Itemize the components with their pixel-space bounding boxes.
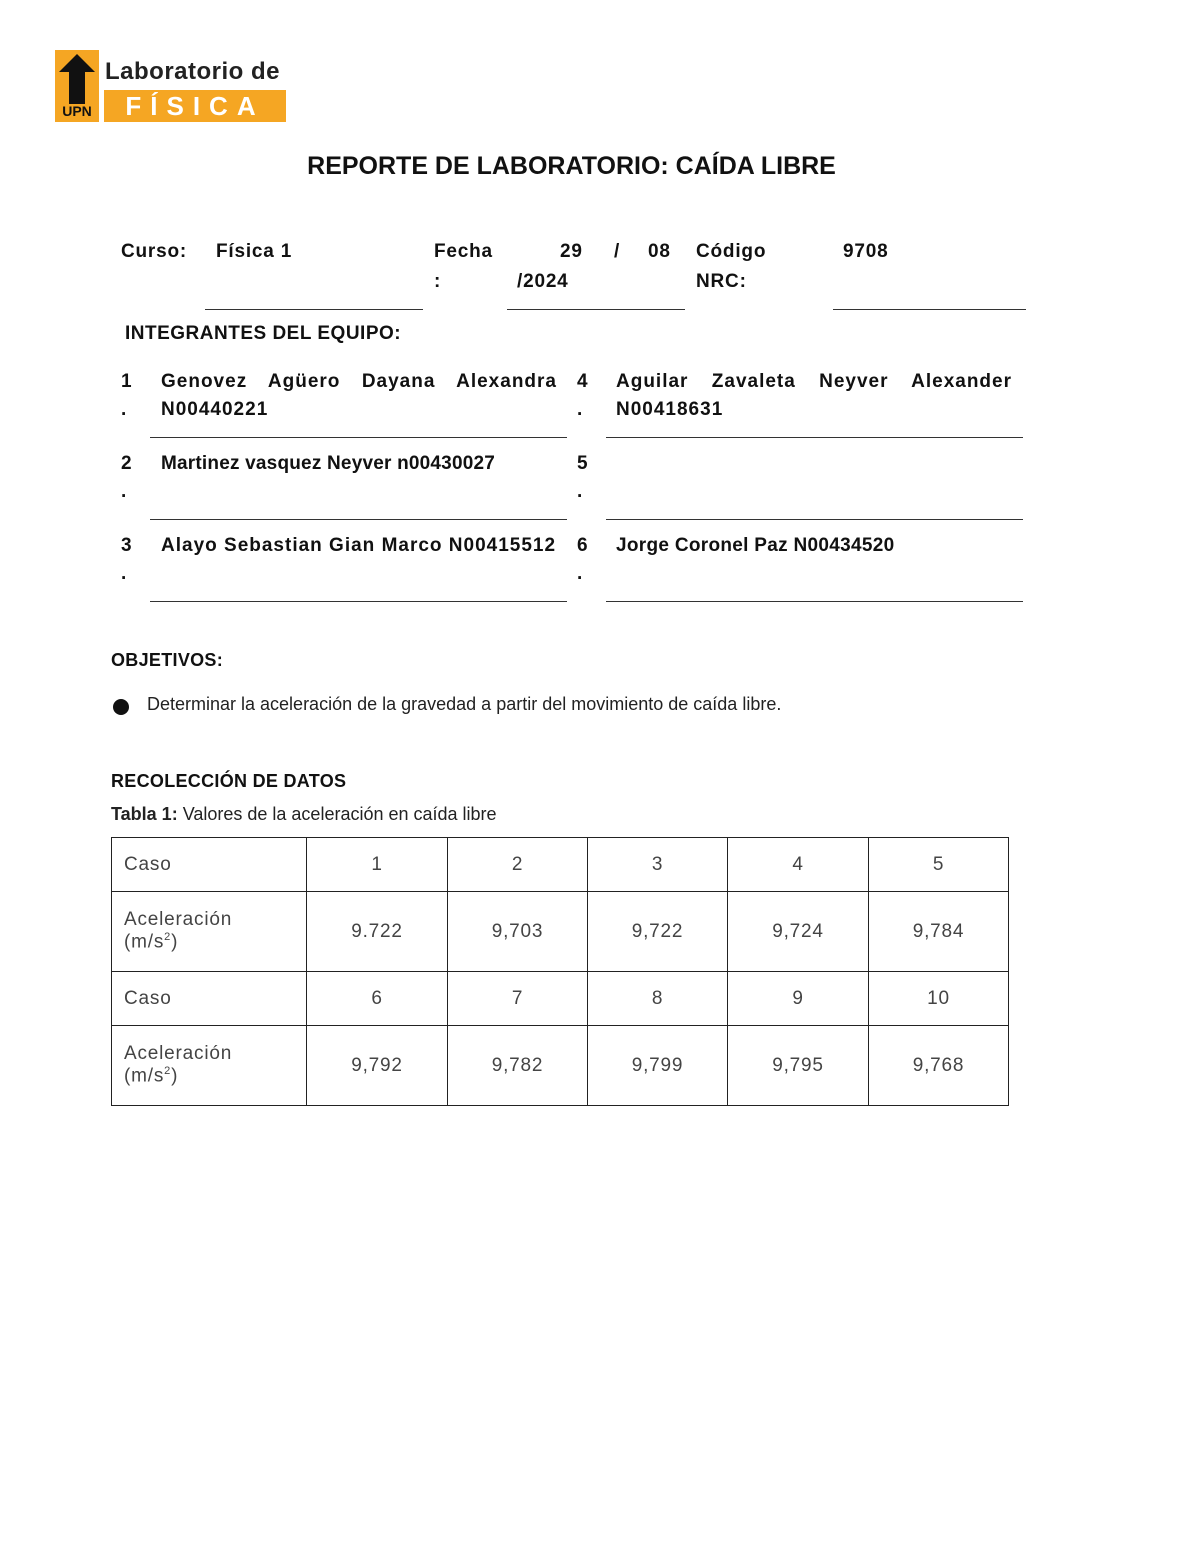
accel-unit-suffix: ) xyxy=(171,1065,179,1087)
member-underline xyxy=(606,601,1023,602)
case-cell: 1 xyxy=(307,838,448,892)
accel-cell: 9,792 xyxy=(307,1026,448,1106)
accel-cell: 9,703 xyxy=(448,892,588,972)
member-name: Martinez vasquez Neyver n00430027 xyxy=(161,453,496,474)
member-underline xyxy=(606,519,1023,520)
accel-unit-exp: 2 xyxy=(164,1065,172,1078)
table-row xyxy=(112,838,1009,892)
objectives-heading: OBJETIVOS: xyxy=(111,650,224,670)
member-number: 2 xyxy=(121,453,133,474)
case-cell: 7 xyxy=(448,972,588,1026)
case-cell: 9 xyxy=(728,972,869,1026)
member-name: Jorge Coronel Paz N00434520 xyxy=(616,535,895,556)
accel-unit-suffix: ) xyxy=(171,931,179,953)
codigo-underline xyxy=(833,309,1026,310)
member-name: Aguilar Zavaleta Neyver Alexander N00418631 xyxy=(616,371,1012,420)
accel-cell: 9,795 xyxy=(728,1026,869,1106)
logo-title: Laboratorio de xyxy=(105,58,281,85)
table-caption xyxy=(111,804,497,825)
data-heading: RECOLECCIÓN DE DATOS xyxy=(111,771,347,791)
accel-cell: 9,722 xyxy=(588,892,728,972)
codigo-value: 9708 xyxy=(843,241,889,262)
case-cell: 3 xyxy=(588,838,728,892)
accel-cell: 9,782 xyxy=(448,1026,588,1106)
codigo-label: Código xyxy=(696,241,767,262)
codigo-label-nrc: NRC: xyxy=(696,271,747,292)
case-cell: 10 xyxy=(869,972,1009,1026)
acceleration-table xyxy=(111,837,1009,1106)
member-number-dot: . xyxy=(121,563,128,584)
member-number-dot: . xyxy=(577,399,584,420)
curso-label: Curso: xyxy=(121,241,188,262)
accel-unit xyxy=(124,931,294,953)
member-number-dot: . xyxy=(121,481,128,502)
fecha-month: 08 xyxy=(648,241,671,262)
objective-item: Determinar la aceleración de la gravedad a partir del movimiento de caída libre. xyxy=(147,694,782,714)
logo-upn-text: UPN xyxy=(62,103,92,119)
case-cell: 6 xyxy=(307,972,448,1026)
page-title: REPORTE DE LABORATORIO: CAÍDA LIBRE xyxy=(307,152,836,180)
case-cell: 2 xyxy=(448,838,588,892)
fecha-label-colon: : xyxy=(434,271,442,292)
accel-unit-exp: 2 xyxy=(164,931,172,944)
case-cell: 5 xyxy=(869,838,1009,892)
member-number: 1 xyxy=(121,371,133,392)
accel-cell: 9,768 xyxy=(869,1026,1009,1106)
table-caption-label: Tabla 1: xyxy=(111,804,178,824)
member-number-dot: . xyxy=(577,481,584,502)
member-underline xyxy=(150,437,567,438)
accel-label-cell xyxy=(112,892,307,972)
fecha-separator: / xyxy=(614,241,621,262)
table-caption-text: Valores de la aceleración en caída libre xyxy=(177,804,497,824)
accel-cell: 9,784 xyxy=(869,892,1009,972)
member-underline xyxy=(606,437,1023,438)
logo-subtitle: FÍSICA xyxy=(125,91,265,121)
member-underline xyxy=(150,601,567,602)
team-heading: INTEGRANTES DEL EQUIPO: xyxy=(125,323,402,344)
member-number: 6 xyxy=(577,535,589,556)
member-name: Genovez Agüero Dayana Alexandra N00440221 xyxy=(161,371,557,420)
member-number: 5 xyxy=(577,453,589,474)
table-row xyxy=(112,1026,1009,1106)
curso-underline xyxy=(205,309,423,310)
accel-cell: 9,799 xyxy=(588,1026,728,1106)
member-number: 3 xyxy=(121,535,133,556)
accel-label: Aceleración xyxy=(124,1043,233,1065)
curso-value: Física 1 xyxy=(216,241,293,262)
member-underline xyxy=(150,519,567,520)
case-label-cell: Caso xyxy=(112,972,307,1026)
arrow-up-icon xyxy=(55,50,99,106)
table-row xyxy=(112,972,1009,1026)
fecha-underline xyxy=(507,309,685,310)
member-number-dot: . xyxy=(577,563,584,584)
accel-label-cell xyxy=(112,1026,307,1106)
case-cell: 8 xyxy=(588,972,728,1026)
fecha-day: 29 xyxy=(560,241,583,262)
member-name: Alayo Sebastian Gian Marco N00415512 xyxy=(161,535,557,556)
member-number-dot: . xyxy=(121,399,128,420)
accel-unit xyxy=(124,1065,294,1087)
case-cell: 4 xyxy=(728,838,869,892)
fecha-label: Fecha xyxy=(434,241,493,262)
accel-unit-prefix: (m/s xyxy=(124,931,165,953)
accel-cell: 9,724 xyxy=(728,892,869,972)
fecha-year: /2024 xyxy=(517,271,569,292)
member-number: 4 xyxy=(577,371,589,392)
table-row xyxy=(112,892,1009,972)
accel-label: Aceleración xyxy=(124,909,233,931)
accel-cell: 9.722 xyxy=(307,892,448,972)
accel-unit-prefix: (m/s xyxy=(124,1065,165,1087)
bullet-icon xyxy=(112,698,130,716)
case-label-cell: Caso xyxy=(112,838,307,892)
